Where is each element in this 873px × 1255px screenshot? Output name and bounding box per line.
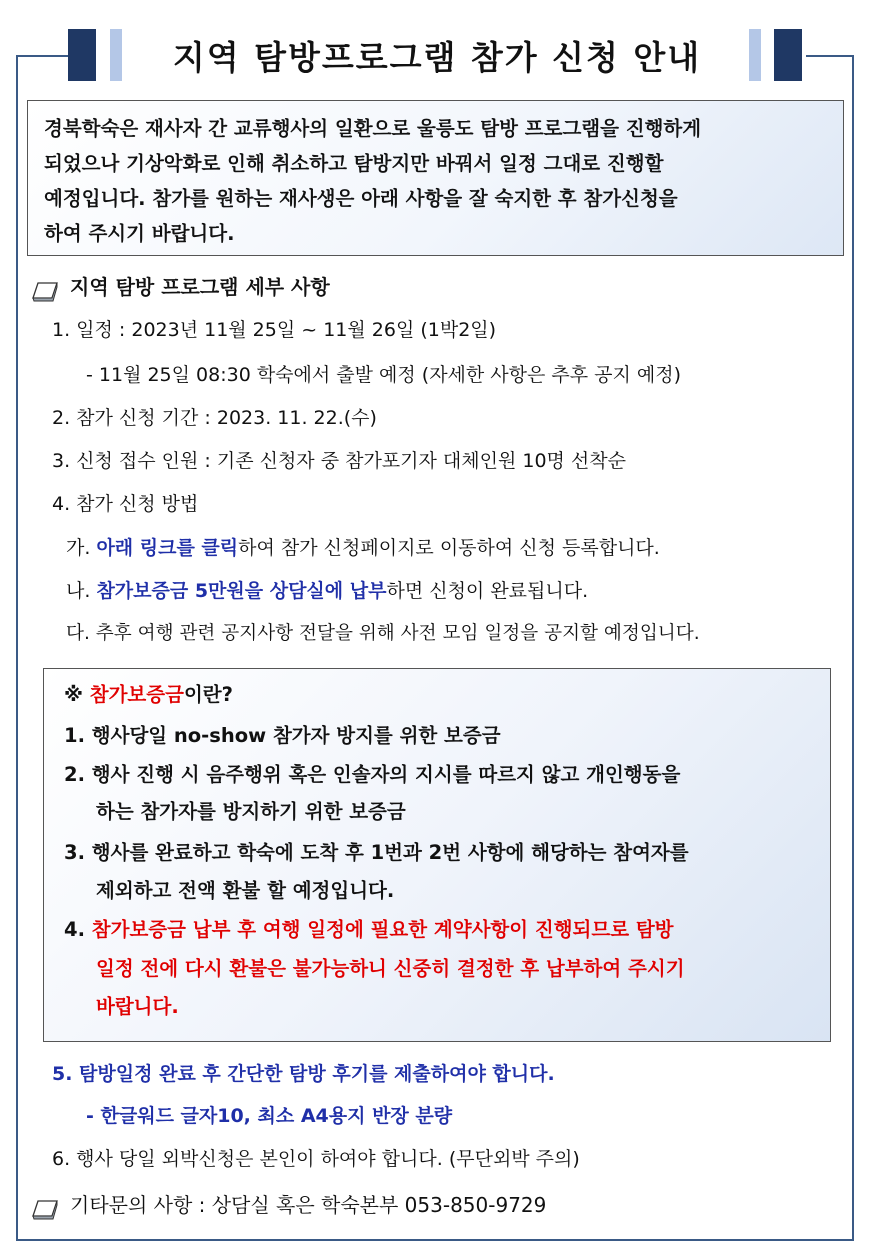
section-heading-details: [32, 272, 330, 302]
item-schedule: 1. 일정 : 2023년 11월 25일 ~ 11월 26일 (1박2일): [52, 319, 497, 341]
item-application-period: 2. 참가 신청 기간 : 2023. 11. 22.(수): [52, 407, 377, 429]
note-item-3-cont: 제외하고 전액 환불 할 예정입니다.: [96, 879, 395, 902]
intro-line: 예정입니다. 참가를 원하는 재사생은 아래 사항을 잘 숙지한 후 참가신청을: [44, 187, 678, 210]
method-step-a: [66, 534, 660, 562]
item-overnight: 6. 행사 당일 외박신청은 본인이 하여야 합니다. (무단외박 주의): [52, 1148, 580, 1170]
note-item-4-cont: 일정 전에 다시 환불은 불가능하니 신중히 결정한 후 납부하여 주시기: [96, 957, 685, 980]
title-bar: [68, 22, 806, 84]
method-step-a-text: 하여 참가 신청페이지로 이동하여 신청 등록합니다.: [238, 537, 660, 559]
note-item-4: [64, 915, 674, 945]
method-step-a-prefix: 가.: [66, 537, 97, 559]
method-step-b-text: 하면 신청이 완료됩니다.: [386, 580, 589, 602]
intro-box: [27, 100, 844, 256]
item-application-method: 4. 참가 신청 방법: [52, 493, 199, 515]
registration-link[interactable]: 아래 링크를 클릭: [96, 537, 239, 559]
note-item-2: 2. 행사 진행 시 음주행위 혹은 인솔자의 지시를 따르지 않고 개인행동을: [64, 763, 681, 786]
item-capacity: 3. 신청 접수 인원 : 기존 신청자 중 참가포기자 대체인원 10명 선착순: [52, 450, 626, 472]
item-schedule-detail: - 11월 25일 08:30 학숙에서 출발 예정 (자세한 사항은 추후 공지 예정): [86, 364, 682, 386]
note-heading: [64, 680, 233, 710]
note-item-2-cont: 하는 참가자를 방지하기 위한 보증금: [96, 800, 406, 823]
title-block-right-dark: [774, 29, 802, 81]
title-block-left-dark: [68, 29, 96, 81]
item-review-detail: - 한글워드 글자10, 최소 A4용지 반장 분량: [86, 1105, 453, 1127]
memo-icon: [32, 280, 58, 298]
note-item-4-cont: 바랍니다.: [96, 995, 179, 1018]
item-review: 5. 탐방일정 완료 후 간단한 탐방 후기를 제출하여야 합니다.: [52, 1063, 555, 1085]
memo-icon: [32, 1198, 58, 1216]
contact-text: 기타문의 사항 : 상담실 혹은 학숙본부 053-850-9729: [70, 1193, 547, 1217]
method-step-c: 다. 추후 여행 관련 공지사항 전달을 위해 사전 모임 일정을 공지할 예정입니다.: [66, 623, 700, 644]
method-step-b-prefix: 나.: [66, 580, 97, 602]
note-item-1: 1. 행사당일 no-show 참가자 방지를 위한 보증금: [64, 724, 501, 747]
intro-line: 경북학숙은 재사자 간 교류행사의 일환으로 울릉도 탐방 프로그램을 진행하게: [44, 117, 702, 140]
note-item-4-number: 4.: [64, 918, 92, 941]
note-heading-rest: 이란?: [183, 683, 233, 706]
deposit-note-box: [43, 668, 831, 1042]
deposit-highlight: 참가보증금 5만원을 상담실에 납부: [96, 580, 387, 602]
intro-line: 하여 주시기 바랍니다.: [44, 222, 235, 245]
note-mark: ※: [64, 683, 90, 706]
title-block-right-light: [749, 29, 761, 81]
contact-line: [32, 1190, 546, 1220]
intro-line: 되었으나 기상악화로 인해 취소하고 탐방지만 바꿔서 일정 그대로 진행할: [44, 152, 664, 175]
title-block-left-light: [110, 29, 122, 81]
section-heading-label: 지역 탐방 프로그램 세부 사항: [70, 275, 330, 299]
note-item-3: 3. 행사를 완료하고 학숙에 도착 후 1번과 2번 사항에 해당하는 참여자를: [64, 841, 689, 864]
note-item-4-text: 참가보증금 납부 후 여행 일정에 필요한 계약사항이 진행되므로 탐방: [91, 918, 674, 941]
note-heading-highlight: 참가보증금: [89, 683, 184, 706]
page-title: 지역 탐방프로그램 참가 신청 안내: [172, 38, 702, 77]
method-step-b: [66, 577, 588, 605]
